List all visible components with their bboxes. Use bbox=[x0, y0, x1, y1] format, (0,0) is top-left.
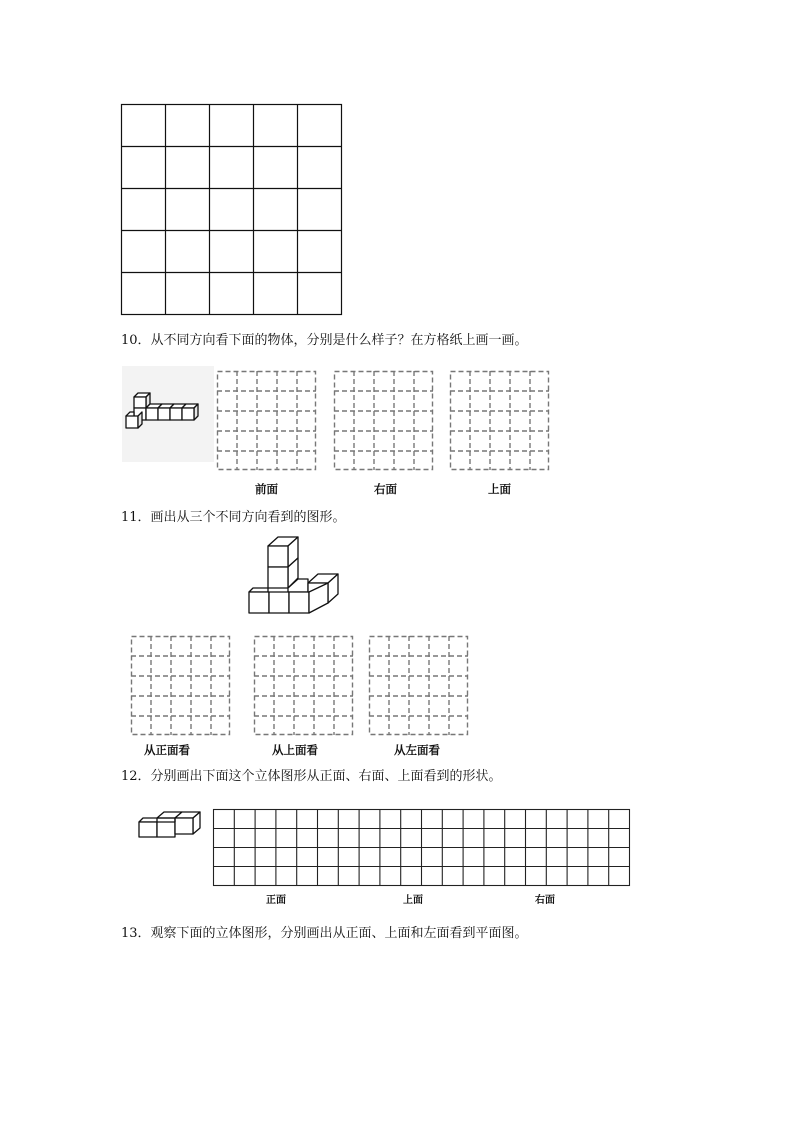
question-10-text: 10．从不同方向看下面的物体，分别是什么样子？在方格纸上画一画。 bbox=[121, 333, 528, 348]
q12-solid-figure bbox=[137, 811, 201, 839]
q10-label-top: 上面 bbox=[488, 482, 511, 496]
q10-label-right: 右面 bbox=[374, 482, 397, 496]
question-12-text: 12．分别画出下面这个立体图形从正面、右面、上面看到的形状。 bbox=[121, 769, 502, 784]
q12-label-front: 正面 bbox=[266, 895, 286, 906]
q10-grid-front[interactable] bbox=[217, 371, 317, 471]
answer-grid-5x5[interactable] bbox=[121, 104, 343, 316]
q12-answer-grid[interactable] bbox=[213, 809, 631, 887]
question-13-text: 13．观察下面的立体图形，分别画出从正面、上面和左面看到平面图。 bbox=[121, 926, 528, 941]
q10-label-front: 前面 bbox=[255, 482, 278, 496]
q11-solid-figure bbox=[248, 536, 340, 616]
q11-grid-top[interactable] bbox=[254, 636, 354, 736]
q11-grid-left[interactable] bbox=[369, 636, 469, 736]
q11-label-front: 从正面看 bbox=[144, 743, 190, 757]
q11-grid-front[interactable] bbox=[131, 636, 231, 736]
q12-label-right: 右面 bbox=[535, 895, 555, 906]
q11-label-top: 从上面看 bbox=[272, 743, 318, 757]
q10-grid-top[interactable] bbox=[450, 371, 550, 471]
q10-grid-right[interactable] bbox=[334, 371, 434, 471]
q12-label-top: 上面 bbox=[403, 895, 423, 906]
q11-label-left: 从左面看 bbox=[394, 743, 440, 757]
question-11-text: 11．画出从三个不同方向看到的图形。 bbox=[121, 510, 346, 525]
q10-solid-figure bbox=[122, 366, 214, 462]
